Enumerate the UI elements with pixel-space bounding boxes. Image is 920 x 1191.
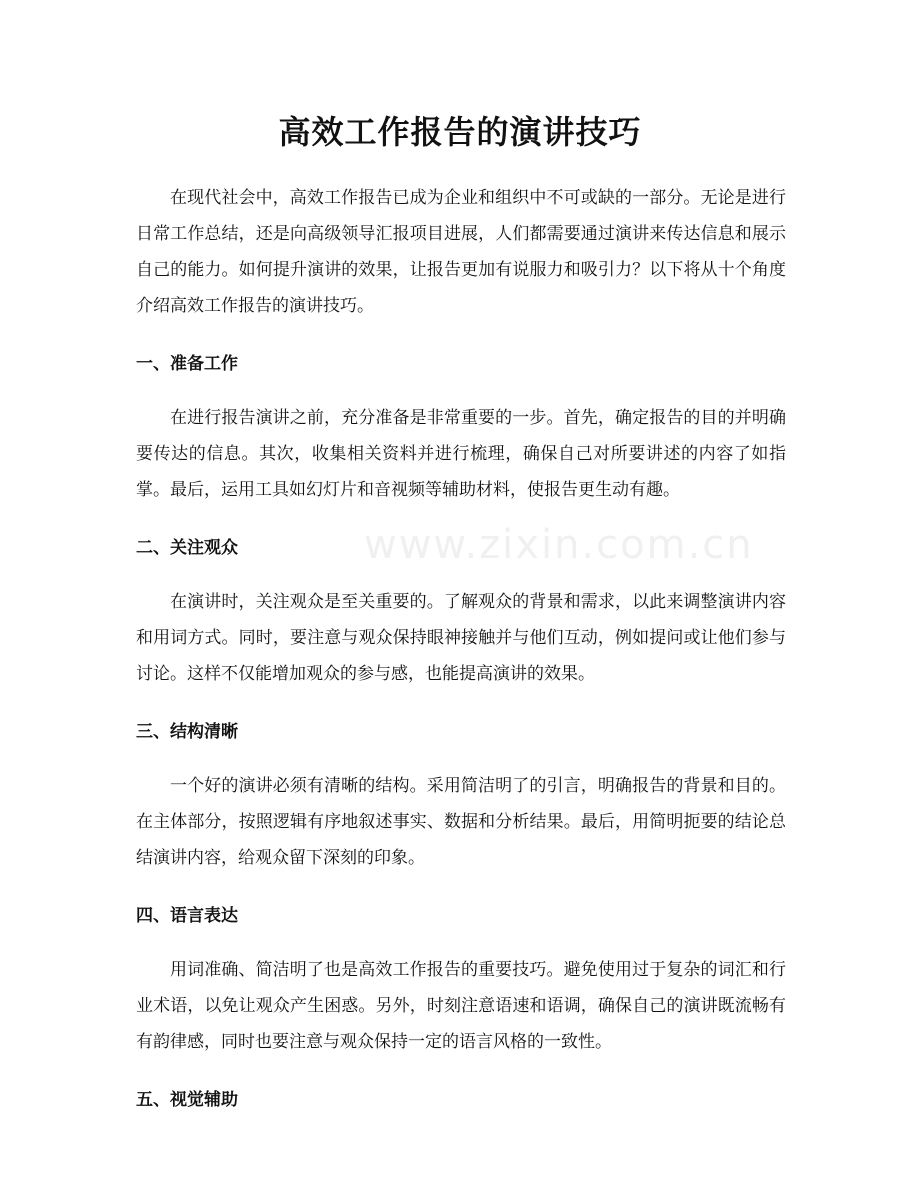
section-heading-1: 一、准备工作 — [136, 354, 238, 374]
section-heading-2: 二、关注观众 — [136, 538, 238, 558]
section-paragraph-3: 一个好的演讲必须有清晰的结构。采用简洁明了的引言，明确报告的背景和目的。在主体部分，按照逻辑有序地叙述事实、数据和分析结果。最后，用简明扼要的结论总结演讲内容，给观众留下深刻的印象。 — [136, 776, 786, 868]
intro-paragraph: 在现代社会中，高效工作报告已成为企业和组织中不可或缺的一部分。无论是进行日常工作总结，还是向高级领导汇报项目进展，人们都需要通过演讲来传达信息和展示自己的能力。如何提升演讲的效果，让报告更加有说服力和吸引力？以下将从十个角度介绍高效工作报告的演讲技巧。 — [136, 188, 786, 316]
watermark: www.zixin.com.cn — [364, 522, 754, 568]
section-paragraph-2: 在演讲时，关注观众是至关重要的。了解观众的背景和需求，以此来调整演讲内容和用词方式。同时，要注意与观众保持眼神接触并与他们互动，例如提问或让他们参与讨论。这样不仅能增加观众的参与感，也能提高演讲的效果。 — [136, 592, 786, 684]
section-heading-3: 三、结构清晰 — [136, 722, 238, 742]
section-paragraph-4: 用词准确、简洁明了也是高效工作报告的重要技巧。避免使用过于复杂的词汇和行业术语，以免让观众产生困惑。另外，时刻注意语速和语调，确保自己的演讲既流畅有有韵律感，同时也要注意与观众保持一定的语言风格的一致性。 — [136, 960, 786, 1052]
section-heading-4: 四、语言表达 — [136, 906, 238, 926]
section-paragraph-1: 在进行报告演讲之前，充分准备是非常重要的一步。首先，确定报告的目的并明确要传达的信息。其次，收集相关资料并进行梳理，确保自己对所要讲述的内容了如指掌。最后，运用工具如幻灯片和音视频等辅助材料，使报告更生动有趣。 — [136, 408, 786, 500]
section-heading-5: 五、视觉辅助 — [136, 1090, 238, 1110]
document-title: 高效工作报告的演讲技巧 — [278, 113, 642, 151]
document-body — [136, 180, 786, 1118]
